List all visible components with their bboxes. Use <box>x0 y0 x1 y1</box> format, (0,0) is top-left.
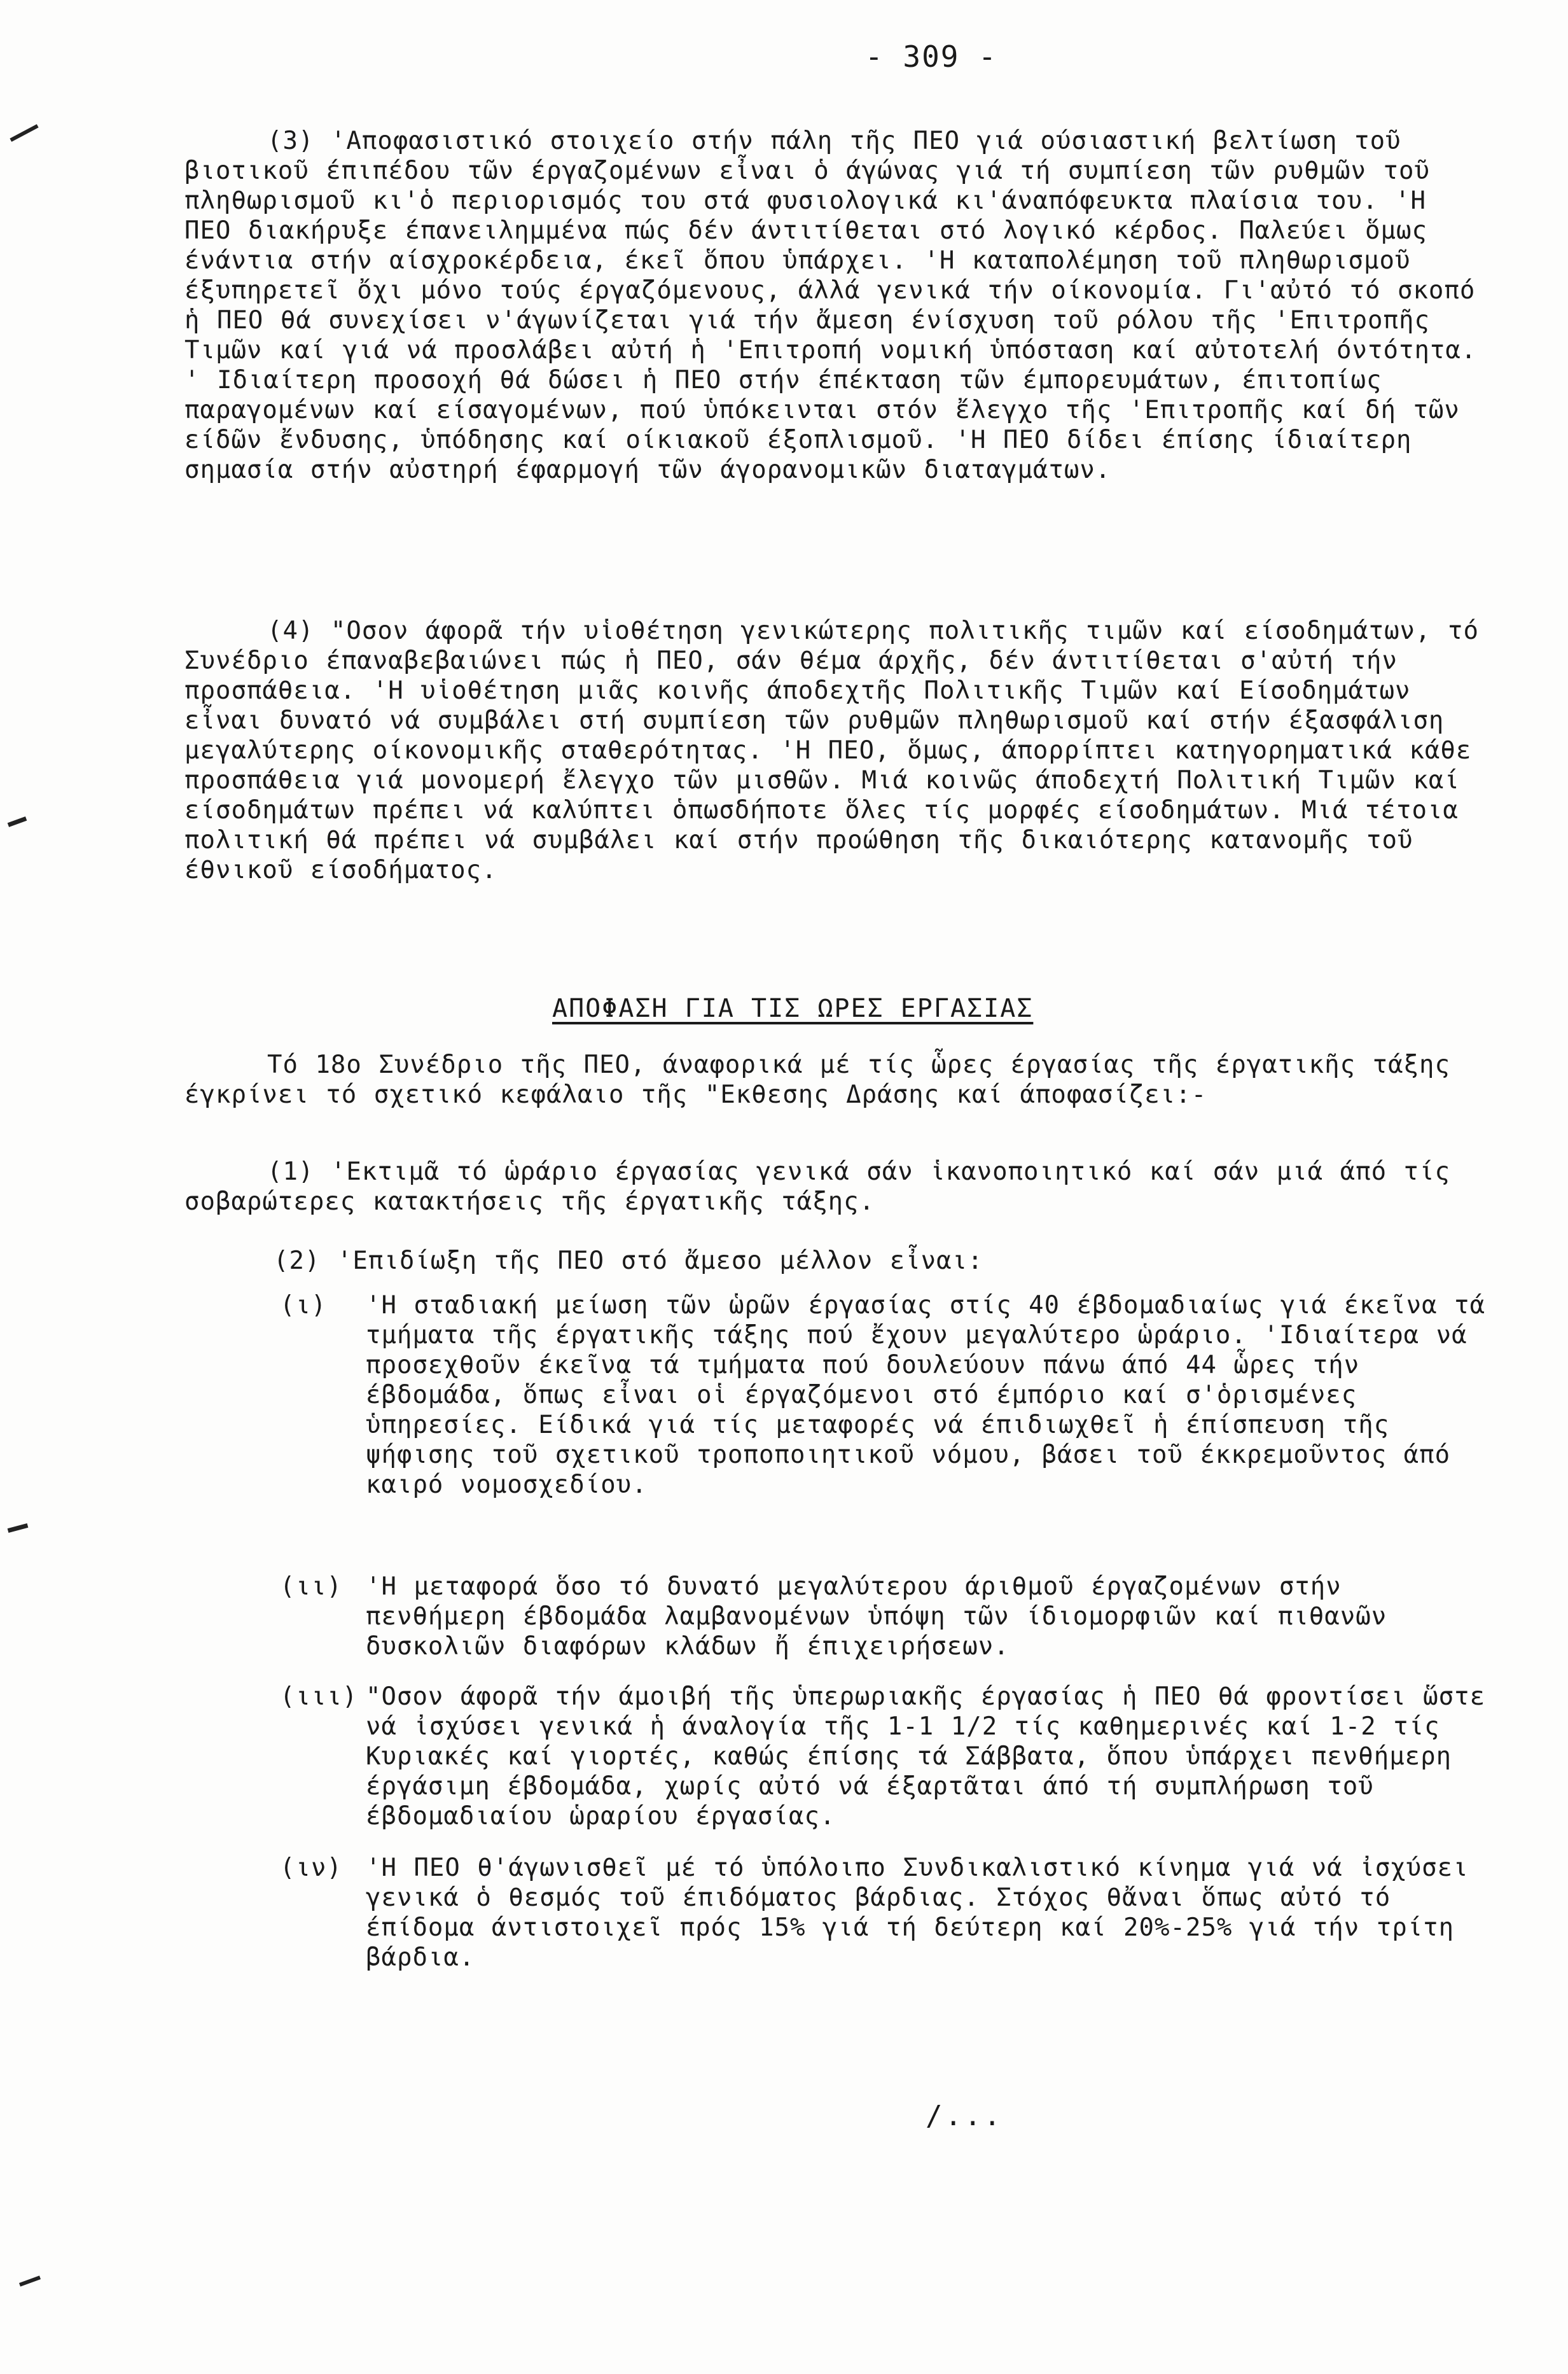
margin-mark <box>10 124 38 142</box>
paragraph-4-text: (4) "Οσον άφορᾶ τήν υἱοθέτηση γενικώτερης πολιτικῆς τιμῶν καί είσοδημάτων, τό Συνέδριο έπαναβεβαιώνει πώς ἡ ΠΕΟ, σάν θέμα άρχῆς, δέν άντιτίθεται σ'αὐτή τήν προσπάθεια. 'Η υἱοθέτηση μιᾶς κοινῆς άποδεχτῆς Πολιτικῆς Τιμῶν καί Είσοδημάτων εἶναι δυνατό νά συμβάλει στή συμπίεση τῶν ρυθμῶν πληθωρισμοῦ καί στήν έξασφάλιση μεγαλύτερης οίκονομικῆς σταθερότητας. 'Η ΠΕΟ, ὅμως, άπορρίπτει κατηγορηματικά κάθε προσπάθεια γιά μονομερή ἔλεγχο τῶν μισθῶν. Μιά κοινῶς άποδεχτή Πολιτική Τιμῶν καί είσοδημάτων πρέπει νά καλύπτει ὁπωσδήποτε ὅλες τίς μορφές είσοδημάτων. Μιά τέτοια πολιτική θά πρέπει νά συμβάλει καί στήν προώθηση τῆς δικαιότερης κατανομῆς τοῦ έθνικοῦ είσοδήματος. <box>184 617 1479 884</box>
decision-item-2-text: (2) 'Επιδίωξη τῆς ΠΕΟ στό ἄμεσο μέλλον εἶναι: <box>274 1246 983 1275</box>
subitem-4-number: (ιν) <box>280 1854 342 1882</box>
subitem-2-number: (ιι) <box>280 1572 342 1601</box>
page-number: - 309 - <box>865 39 997 74</box>
subitem-1-number: (ι) <box>280 1291 327 1320</box>
margin-mark <box>8 1523 29 1533</box>
subitem-4-text: 'Η ΠΕΟ θ'άγωνισθεῖ μέ τό ὑπόλοιπο Συνδικαλιστικό κίνημα γιά νά ἰσχύσει γενικά ὁ θεσμός τοῦ έπιδόματος βάρδιας. Στόχος θἄναι ὅπως αὐτό τό έπίδομα άντιστοιχεῖ πρός 15% γιά τή δεύτερη καί 20%-25% γιά τήν τρίτη βάρδια. <box>366 1854 1469 1972</box>
subitem-3-number: (ιιι) <box>280 1682 358 1711</box>
intro-paragraph <box>184 1050 1488 1110</box>
continuation-mark: /... <box>926 2100 1003 2132</box>
subitem-1-text: 'Η σταδιακή μείωση τῶν ὡρῶν έργασίας στίς 40 έβδομαδιαίως γιά έκεῖνα τά τμήματα τῆς έργατικῆς τάξης πού ἔχουν μεγαλύτερο ὡράριο. 'Ιδιαίτερα νά προσεχθοῦν έκεῖνα τά τμήματα πού δουλεύουν πάνω άπό 44 ὧρες τήν έβδομάδα, ὅπως εἶναι οἱ έργαζόμενοι στό έμπόριο καί σ'ὁρισμένες ὑπηρεσίες. Είδικά γιά τίς μεταφορές νά έπιδιωχθεῖ ἡ έπίσπευση τῆς ψήφισης τοῦ σχετικοῦ τροποποιητικοῦ νόμου, βάσει τοῦ έκκρεμοῦντος άπό καιρό νομοσχεδίου. <box>366 1291 1486 1499</box>
section-heading: ΑΠΟΦΑΣΗ ΓΙΑ ΤΙΣ ΩΡΕΣ ΕΡΓΑΣΙΑΣ <box>552 994 1034 1023</box>
decision-item-1 <box>184 1157 1488 1217</box>
subitem-3-text: "Οσον άφορᾶ τήν άμοιβή τῆς ὑπερωριακῆς έργασίας ἡ ΠΕΟ θά φροντίσει ὥστε νά ἰσχύσει γενικά ἡ άναλογία τῆς 1-1 1/2 τίς καθημερινές καί 1-2 τίς Κυριακές καί γιορτές, καθώς έπίσης τά Σάββατα, ὅπου ὑπάρχει πενθήμερη έργάσιμη έβδομάδα, χωρίς αὐτό νά έξαρτᾶται άπό τή συμπλήρωση τοῦ έβδομαδιαίου ὡραρίου έργασίας. <box>366 1682 1486 1831</box>
intro-text: Τό 18ο Συνέδριο τῆς ΠΕΟ, άναφορικά μέ τίς ὧρες έργασίας τῆς έργατικῆς τάξης έγκρίνει τό σχετικό κεφάλαιο τῆς "Εκθεσης Δράσης καί άποφασίζει:- <box>184 1051 1450 1109</box>
paragraph-4 <box>184 616 1488 885</box>
decision-item-2 <box>274 1246 1482 1276</box>
paragraph-3-text: (3) 'Αποφασιστικό στοιχείο στήν πάλη τῆς ΠΕΟ γιά ούσιαστική βελτίωση τοῦ βιοτικοῦ έπιπέδου τῶν έργαζομένων εἶναι ὁ άγώνας γιά τή συμπίεση τῶν ρυθμῶν τοῦ πληθωρισμοῦ κι'ὁ περιορισμός του στά φυσιολογικά κι'άναπόφευκτα πλαίσια του. 'Η ΠΕΟ διακήρυξε έπανειλημμένα πώς δέν άντιτίθεται στό λογικό κέρδος. Παλεύει ὅμως ένάντια στήν αίσχροκέρδεια, έκεῖ ὅπου ὑπάρχει. 'Η καταπολέμηση τοῦ πληθωρισμοῦ έξυπηρετεῖ ὄχι μόνο τούς έργαζόμενους, άλλά γενικά τήν οίκονομία. Γι'αὐτό τό σκοπό ἡ ΠΕΟ θά συνεχίσει ν'άγωνίζεται γιά τήν ἄμεση ένίσχυση τοῦ ρόλου τῆς 'Επιτροπῆς Τιμῶν καί γιά νά προσλάβει αὐτή ἡ 'Επιτροπή νομική ὑπόσταση καί αὐτοτελή όντότητα. ' Ιδιαίτερη προσοχή θά δώσει ἡ ΠΕΟ στήν έπέκταση τῶν έμπορευμάτων, έπιτοπίως παραγομένων καί είσαγομένων, πού ὑπόκεινται στόν ἔλεγχο τῆς 'Επιτροπῆς καί δή τῶν είδῶν ἔνδυσης, ὑπόδησης καί οίκιακοῦ έξοπλισμοῦ. 'Η ΠΕΟ δίδει έπίσης ίδιαίτερη σημασία στήν αὐστηρή έφαρμογή τῶν άγορανομικῶν διαταγμάτων. <box>184 127 1477 484</box>
decision-item-1-text: (1) 'Εκτιμᾶ τό ὡράριο έργασίας γενικά σάν ἱκανοποιητικό καί σάν μιά άπό τίς σοβαρώτερες κατακτήσεις τῆς έργατικῆς τάξης. <box>184 1157 1450 1216</box>
margin-mark <box>8 816 27 827</box>
margin-mark <box>19 2275 41 2286</box>
subitem-2-text: 'Η μεταφορά ὅσο τό δυνατό μεγαλύτερου άριθμοῦ έργαζομένων στήν πενθήμερη έβδομάδα λαμβανομένων ὑπόψη τῶν ίδιομορφιῶν καί πιθανῶν δυσκολιῶν διαφόρων κλάδων ἤ έπιχειρήσεων. <box>366 1572 1387 1661</box>
paragraph-3 <box>184 126 1488 485</box>
